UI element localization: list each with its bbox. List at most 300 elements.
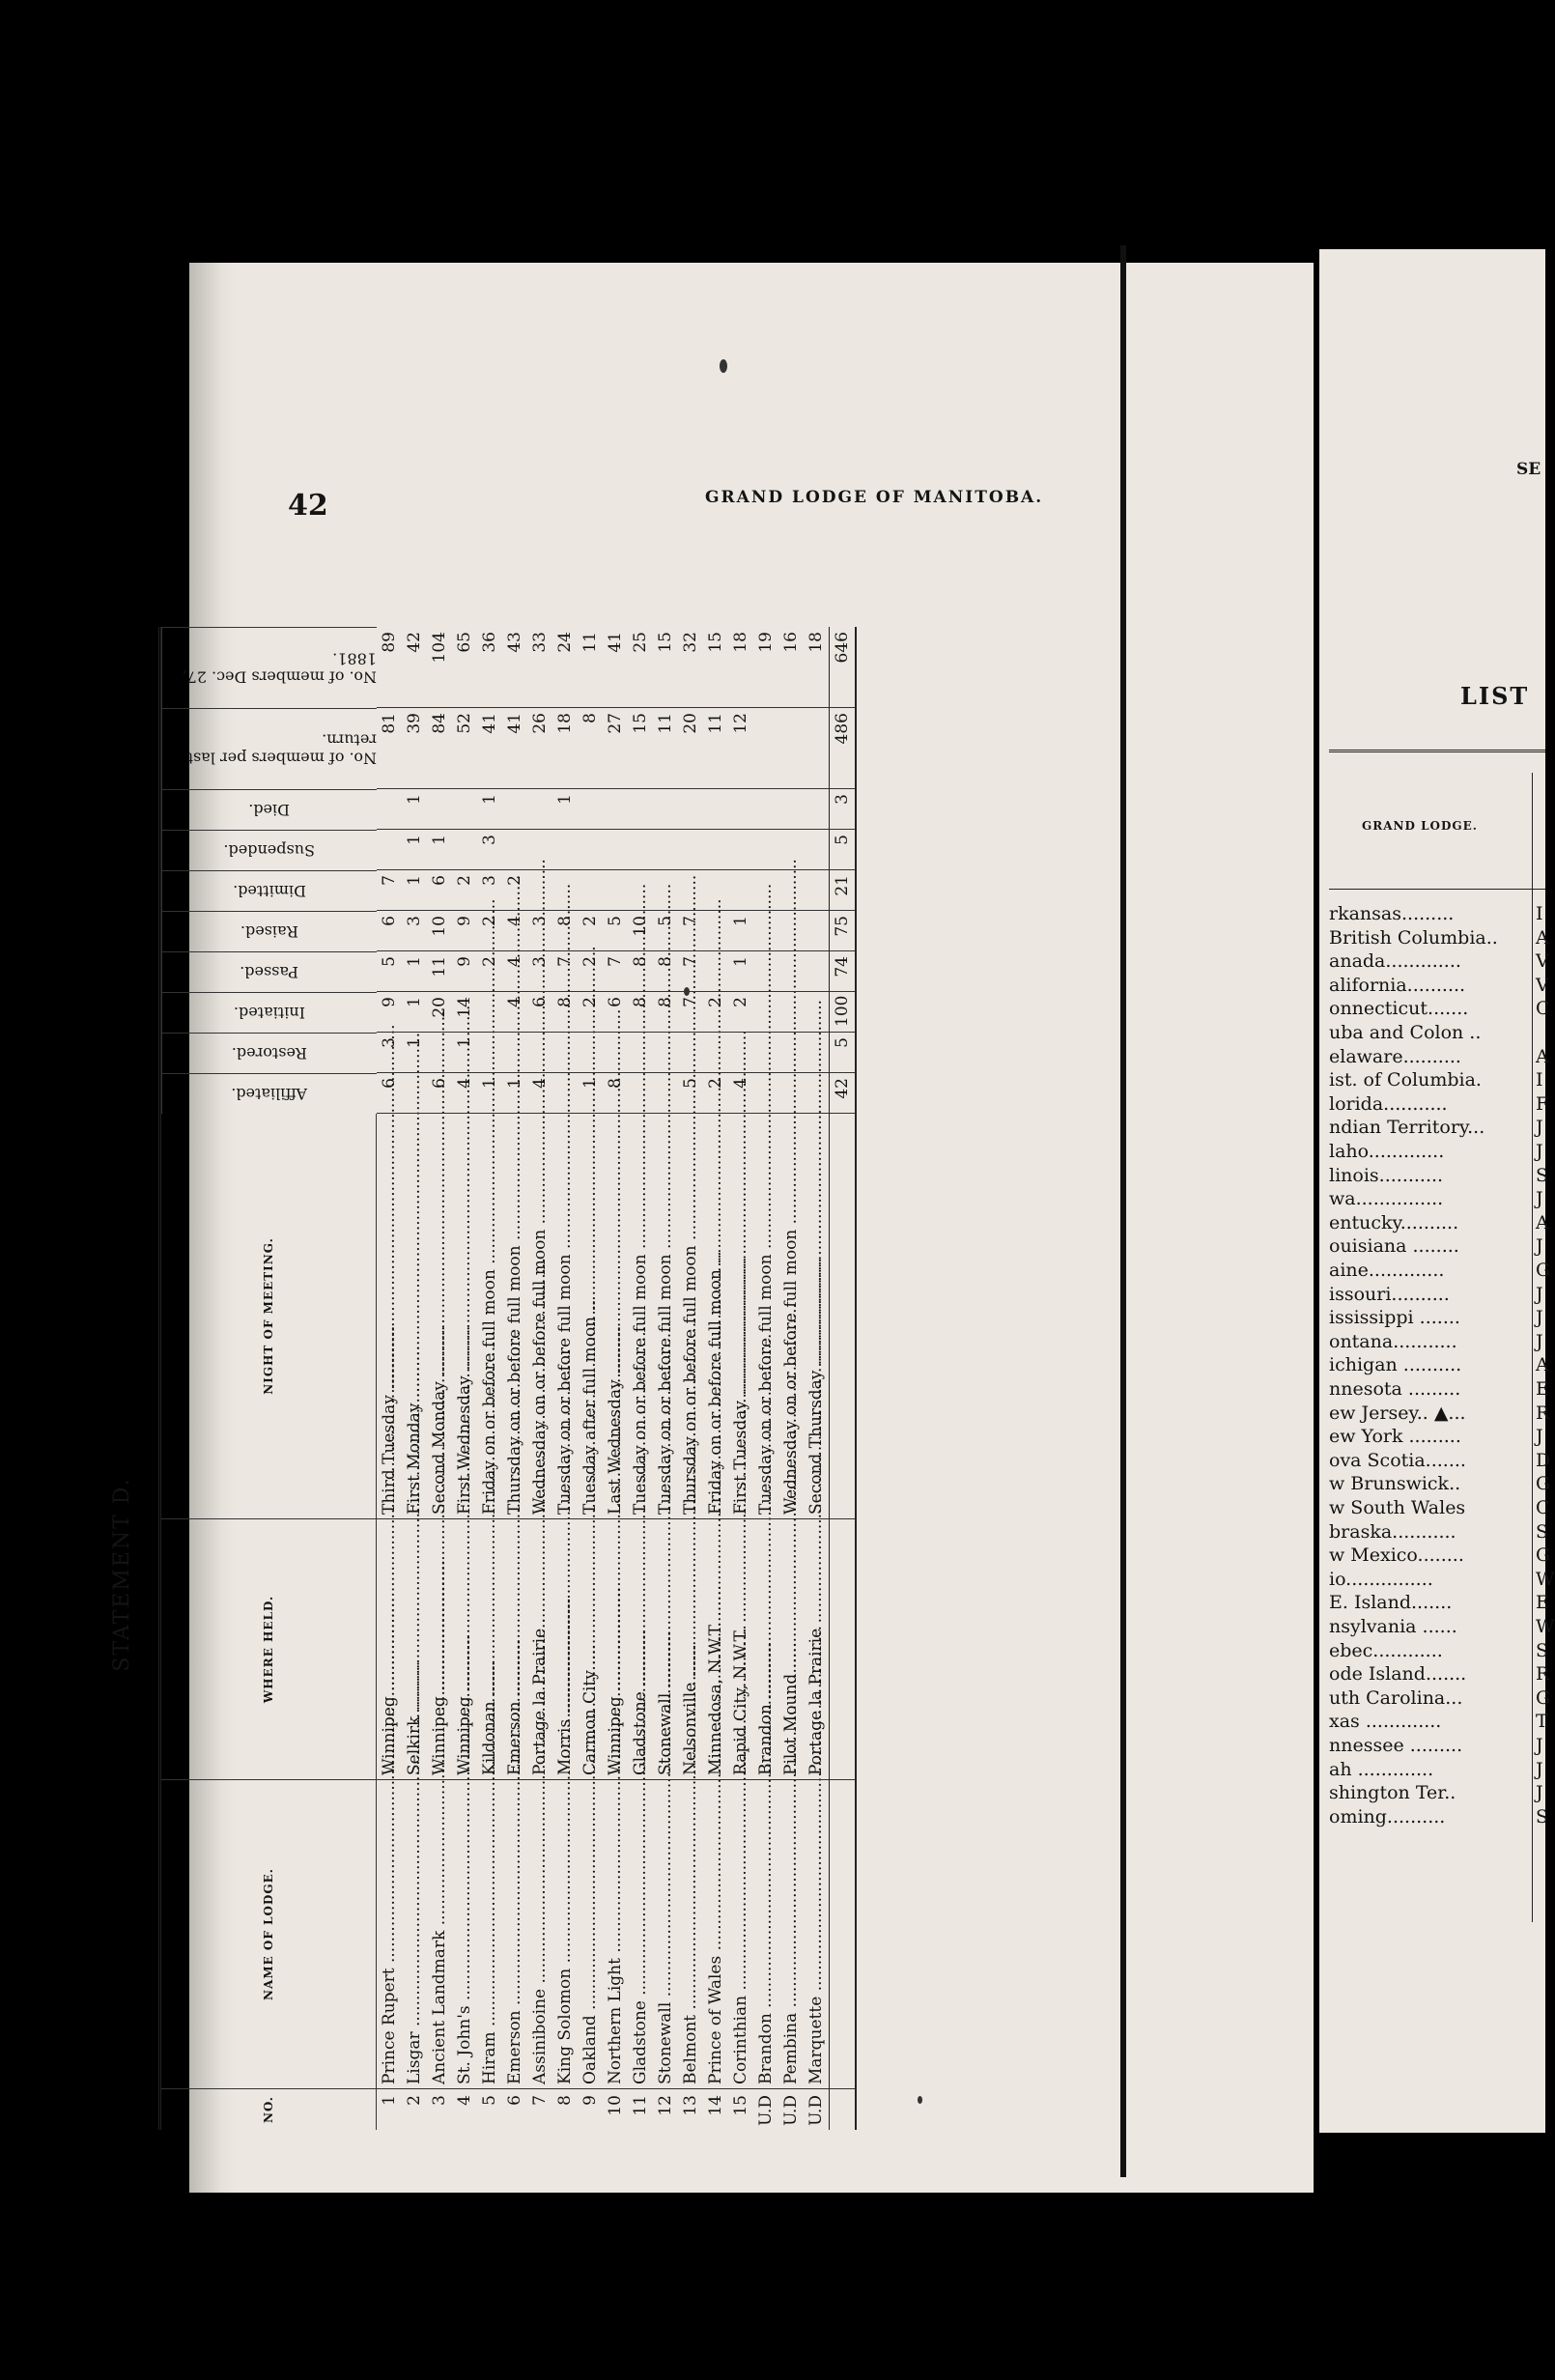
- statement-table: [158, 627, 857, 2130]
- count-dec: 65: [452, 627, 477, 708]
- count-pas: 11: [427, 951, 452, 992]
- meeting-night: Thursday on or before full moon .....: [678, 1114, 703, 1519]
- count-dec: 18: [804, 627, 829, 708]
- count-ini: 1: [402, 992, 427, 1033]
- count-died: [628, 789, 653, 830]
- count-died: [603, 789, 628, 830]
- count-pas: 2: [477, 951, 502, 992]
- count-res: [678, 1033, 703, 1073]
- col-header-affiliated: Affiliated.: [161, 1073, 377, 1114]
- lodge-location: Winnipeg .....: [452, 1519, 477, 1780]
- grand-lodge-name: laho.............: [1329, 1141, 1445, 1162]
- count-aff: [753, 1073, 778, 1114]
- lodge-location: Morris .....: [552, 1519, 578, 1780]
- totals-blank: [829, 1114, 855, 1519]
- grand-lodge-name: w Mexico........: [1329, 1544, 1464, 1567]
- grand-lodge-cut-text: A: [1536, 1211, 1549, 1233]
- print-speck: [684, 987, 690, 996]
- count-rai: 10: [427, 911, 452, 951]
- count-aff: 1: [502, 1073, 527, 1114]
- lodge-name: Lisgar .....: [402, 1780, 427, 2089]
- lodge-location: Portage la Prairie .....: [527, 1519, 552, 1780]
- count-rai: 5: [653, 911, 678, 951]
- count-died: 1: [402, 789, 427, 830]
- grand-lodge-name: w South Wales: [1329, 1497, 1466, 1518]
- count-dec: 15: [653, 627, 678, 708]
- count-pas: 7: [678, 951, 703, 992]
- lodge-location: Winnipeg .....: [603, 1519, 628, 1780]
- count-dim: [653, 870, 678, 911]
- grand-lodge-cut-text: A: [1536, 926, 1549, 949]
- meeting-night: Thursday on or before full moon .....: [502, 1114, 527, 1519]
- lodge-name: Ancient Landmark .....: [427, 1780, 452, 2089]
- count-res: [427, 1033, 452, 1073]
- count-res: [703, 1033, 728, 1073]
- count-sus: [527, 830, 552, 870]
- grand-lodge-cut-text: G: [1536, 1686, 1551, 1709]
- count-rai: 7: [678, 911, 703, 951]
- lodge-number: 5: [480, 2095, 499, 2106]
- count-rai: 10: [628, 911, 653, 951]
- grand-lodge-name: shington Ter..: [1329, 1782, 1456, 1804]
- count-rai: 2: [477, 911, 502, 951]
- total-last: 486: [829, 708, 855, 789]
- grand-lodge-name: uba and Colon ..: [1329, 1022, 1482, 1043]
- count-dec: 18: [728, 627, 753, 708]
- lodge-number: 2: [405, 2095, 424, 2106]
- lodge-name: St. John's .....: [452, 1780, 477, 2089]
- lodge-name: Corinthian .....: [728, 1780, 753, 2089]
- meeting-night: Tuesday on or before full moon .....: [753, 1114, 778, 1519]
- count-pas: [703, 951, 728, 992]
- grand-lodge-cut-text: S: [1536, 1520, 1549, 1543]
- meeting-night: Last Wednesday .....: [603, 1114, 628, 1519]
- col-header-passed: Passed.: [161, 951, 377, 992]
- lodge-name: Oakland .....: [578, 1780, 603, 2089]
- count-aff: 8: [603, 1073, 628, 1114]
- count-dec: 24: [552, 627, 578, 708]
- count-last: 27: [603, 708, 628, 789]
- lodge-location: Brandon .....: [753, 1519, 778, 1780]
- lodge-location: Stonewall .....: [653, 1519, 678, 1780]
- grand-lodge-name: British Columbia..: [1329, 926, 1498, 949]
- col-header-raised: Raised.: [161, 911, 377, 951]
- lodge-name: Emerson .....: [502, 1780, 527, 2089]
- count-sus: [452, 830, 477, 870]
- count-sus: [653, 830, 678, 870]
- lodge-number: 1: [380, 2095, 399, 2106]
- count-dim: [778, 870, 804, 911]
- count-sus: [728, 830, 753, 870]
- total-rai: 75: [829, 911, 855, 951]
- count-died: [753, 789, 778, 830]
- grand-lodge-cut-text: R: [1536, 1402, 1550, 1424]
- count-last: 11: [653, 708, 678, 789]
- grand-lodge-name: w Brunswick..: [1329, 1473, 1461, 1495]
- count-ini: 6: [603, 992, 628, 1033]
- count-aff: 6: [427, 1073, 452, 1114]
- lodge-name: Hiram .....: [477, 1780, 502, 2089]
- meeting-night: Tuesday on or before full moon .....: [653, 1114, 678, 1519]
- grand-lodge-name: oming..........: [1329, 1805, 1446, 1828]
- count-sus: 1: [427, 830, 452, 870]
- count-ini: 2: [728, 992, 753, 1033]
- count-last: 81: [377, 708, 402, 789]
- count-last: 52: [452, 708, 477, 789]
- count-ini: 7: [678, 992, 703, 1033]
- grand-lodge-name: ontana...........: [1329, 1330, 1457, 1352]
- count-sus: [628, 830, 653, 870]
- count-dec: 89: [377, 627, 402, 708]
- count-dim: 3: [477, 870, 502, 911]
- grand-lodge-name: anada.............: [1329, 950, 1461, 973]
- count-res: [552, 1033, 578, 1073]
- count-rai: 5: [603, 911, 628, 951]
- total-ini: 100: [829, 992, 855, 1033]
- count-aff: 1: [477, 1073, 502, 1114]
- grand-lodge-name: ist. of Columbia.: [1329, 1069, 1482, 1091]
- lodge-location: Minnedosa, N.W.T. .....: [703, 1519, 728, 1780]
- grand-lodge-cut-text: J: [1536, 1330, 1543, 1352]
- grand-lodge-name: ode Island.......: [1329, 1663, 1467, 1686]
- count-sus: 3: [477, 830, 502, 870]
- count-died: [678, 789, 703, 830]
- grand-lodge-cut-text: J: [1536, 1735, 1543, 1756]
- count-rai: 2: [578, 911, 603, 951]
- count-sus: [377, 830, 402, 870]
- count-dim: [678, 870, 703, 911]
- count-last: 20: [678, 708, 703, 789]
- count-pas: 1: [728, 951, 753, 992]
- grand-lodge-name: braska...........: [1329, 1520, 1456, 1543]
- count-dec: 104: [427, 627, 452, 708]
- running-title: GRAND LODGE OF MANITOBA.: [705, 488, 1044, 507]
- statement-title: STATEMENT D.: [110, 1477, 134, 1672]
- lodge-number: 15: [731, 2095, 750, 2116]
- count-died: [452, 789, 477, 830]
- count-aff: [552, 1073, 578, 1114]
- count-res: [502, 1033, 527, 1073]
- count-last: 18: [552, 708, 578, 789]
- count-ini: 2: [703, 992, 728, 1033]
- grand-lodge-cut-text: D: [1536, 1449, 1551, 1471]
- count-last: 15: [628, 708, 653, 789]
- lodge-number: 14: [706, 2095, 725, 2116]
- count-ini: [778, 992, 804, 1033]
- grand-lodge-cut-text: S: [1536, 1164, 1549, 1186]
- count-ini: [753, 992, 778, 1033]
- grand-lodge-name: ew York .........: [1329, 1426, 1461, 1448]
- count-dec: 16: [778, 627, 804, 708]
- print-speck: [720, 359, 727, 373]
- total-res: 5: [829, 1033, 855, 1073]
- count-rai: [753, 911, 778, 951]
- grand-lodge-cut-text: W: [1536, 1616, 1555, 1637]
- count-pas: 1: [402, 951, 427, 992]
- count-died: [653, 789, 678, 830]
- lodge-number: 4: [455, 2095, 474, 2106]
- total-died: 3: [829, 789, 855, 830]
- lodge-location: Emerson .....: [502, 1519, 527, 1780]
- count-ini: 4: [502, 992, 527, 1033]
- grand-lodge-name: ndian Territory...: [1329, 1117, 1485, 1139]
- grand-lodge-cut-text: J: [1536, 1426, 1543, 1448]
- meeting-night: First Tuesday .....: [728, 1114, 753, 1519]
- count-dim: [703, 870, 728, 911]
- grand-lodge-name: io...............: [1329, 1568, 1433, 1590]
- lodge-name: Assiniboine .....: [527, 1780, 552, 2089]
- count-res: [728, 1033, 753, 1073]
- count-died: [427, 789, 452, 830]
- meeting-night: Tuesday after full moon .....: [578, 1114, 603, 1519]
- totals-label: [829, 2089, 855, 2130]
- right-page-title: LIST: [1460, 682, 1530, 710]
- count-rai: 1: [728, 911, 753, 951]
- count-rai: 8: [552, 911, 578, 951]
- count-rai: 9: [452, 911, 477, 951]
- count-last: 26: [527, 708, 552, 789]
- count-dec: 15: [703, 627, 728, 708]
- count-ini: 20: [427, 992, 452, 1033]
- count-res: [753, 1033, 778, 1073]
- grand-lodge-name: ouisiana ........: [1329, 1235, 1459, 1258]
- count-rai: [778, 911, 804, 951]
- col-header-restored: Restored.: [161, 1033, 377, 1073]
- lodge-number: 8: [555, 2095, 575, 2106]
- lodge-location: Carmon City .....: [578, 1519, 603, 1780]
- count-ini: 8: [653, 992, 678, 1033]
- count-last: [804, 708, 829, 789]
- lodge-location: Nelsonville .....: [678, 1519, 703, 1780]
- count-dim: 6: [427, 870, 452, 911]
- list-header-rule: [1329, 889, 1545, 890]
- count-aff: 4: [452, 1073, 477, 1114]
- count-dim: [728, 870, 753, 911]
- grand-lodge-name: entucky..........: [1329, 1211, 1459, 1233]
- total-dec: 646: [829, 627, 855, 708]
- count-ini: 14: [452, 992, 477, 1033]
- lodge-name: Gladstone .....: [628, 1780, 653, 2089]
- count-rai: 3: [527, 911, 552, 951]
- count-dec: 36: [477, 627, 502, 708]
- count-res: [804, 1033, 829, 1073]
- col-header-dimitted: Dimitted.: [161, 870, 377, 911]
- lodge-number: 7: [530, 2095, 550, 2106]
- print-speck: [918, 2096, 922, 2104]
- count-dim: [603, 870, 628, 911]
- col-header-name: NAME OF LODGE.: [161, 1780, 377, 2089]
- lodge-number: U.D: [756, 2095, 776, 2126]
- col-header-night: NIGHT OF MEETING.: [161, 1114, 377, 1519]
- col-header-members-last: No. of members per last return.: [161, 708, 377, 789]
- count-aff: [653, 1073, 678, 1114]
- lodge-number: 11: [631, 2095, 650, 2116]
- count-pas: 7: [603, 951, 628, 992]
- grand-lodge-cut-text: E: [1536, 1592, 1549, 1614]
- lodge-name: Northern Light .....: [603, 1780, 628, 2089]
- count-ini: 2: [578, 992, 603, 1033]
- grand-lodge-name: alifornia..........: [1329, 974, 1466, 996]
- grand-lodge-cut-text: I: [1536, 903, 1543, 924]
- count-last: 8: [578, 708, 603, 789]
- grand-lodge-name: issouri..........: [1329, 1283, 1450, 1305]
- count-dim: [527, 870, 552, 911]
- meeting-night: Tuesday on or before full moon .....: [552, 1114, 578, 1519]
- lodge-name: Brandon .....: [753, 1780, 778, 2089]
- count-dec: 19: [753, 627, 778, 708]
- count-sus: [603, 830, 628, 870]
- count-pas: 2: [578, 951, 603, 992]
- grand-lodge-name: ova Scotia.......: [1329, 1449, 1466, 1471]
- col-header-where: WHERE HELD.: [161, 1519, 377, 1780]
- count-aff: 1: [578, 1073, 603, 1114]
- meeting-night: Tuesday on or before full moon .....: [628, 1114, 653, 1519]
- right-page-header-fragment: SE: [1516, 460, 1541, 479]
- count-died: [778, 789, 804, 830]
- grand-lodge-cut-text: C: [1536, 1497, 1550, 1518]
- count-rai: [703, 911, 728, 951]
- grand-lodge-name: nsylvania ......: [1329, 1616, 1457, 1637]
- count-dim: 2: [452, 870, 477, 911]
- count-pas: 7: [552, 951, 578, 992]
- grand-lodge-name: onnecticut.......: [1329, 998, 1469, 1020]
- count-pas: 9: [452, 951, 477, 992]
- count-ini: 9: [377, 992, 402, 1033]
- count-last: 39: [402, 708, 427, 789]
- count-rai: 4: [502, 911, 527, 951]
- grand-lodge-cut-text: F: [1536, 1092, 1549, 1115]
- list-top-rule: [1329, 750, 1545, 752]
- count-sus: [753, 830, 778, 870]
- lodge-name: Marquette .....: [804, 1780, 829, 2089]
- lodge-location: Rapid City, N.W.T. .....: [728, 1519, 753, 1780]
- grand-lodge-cut-text: I: [1536, 1069, 1543, 1091]
- count-pas: 5: [377, 951, 402, 992]
- grand-lodge-cut-text: J: [1536, 1782, 1543, 1804]
- meeting-night: First Monday .....: [402, 1114, 427, 1519]
- grand-lodge-cut-text: J: [1536, 1283, 1543, 1305]
- lodge-number: 13: [681, 2095, 700, 2116]
- grand-lodge-cut-text: V: [1536, 950, 1549, 973]
- count-rai: [804, 911, 829, 951]
- grand-lodge-cut-text: J: [1536, 1307, 1543, 1329]
- grand-lodge-cut-text: G: [1536, 1260, 1551, 1281]
- count-rai: 3: [402, 911, 427, 951]
- grand-lodge-name: uth Carolina...: [1329, 1686, 1463, 1709]
- count-rai: 6: [377, 911, 402, 951]
- count-dim: 1: [402, 870, 427, 911]
- count-last: 11: [703, 708, 728, 789]
- meeting-night: First Wednesday .....: [452, 1114, 477, 1519]
- count-aff: 2: [703, 1073, 728, 1114]
- grand-lodge-name: ebec............: [1329, 1639, 1443, 1661]
- lodge-location: Winnipeg .....: [427, 1519, 452, 1780]
- count-dec: 41: [603, 627, 628, 708]
- count-last: 12: [728, 708, 753, 789]
- grand-lodge-name: ew Jersey.. ▲...: [1329, 1402, 1466, 1424]
- count-pas: [804, 951, 829, 992]
- grand-lodge-name: nnessee .........: [1329, 1735, 1463, 1756]
- count-ini: [477, 992, 502, 1033]
- col-header-members-dec: No. of members Dec. 27, 1881.: [161, 627, 377, 708]
- grand-lodge-name: elaware..........: [1329, 1045, 1461, 1067]
- count-aff: [628, 1073, 653, 1114]
- count-dec: 33: [527, 627, 552, 708]
- count-aff: [778, 1073, 804, 1114]
- totals-blank: [829, 1519, 855, 1780]
- count-died: [377, 789, 402, 830]
- count-res: [653, 1033, 678, 1073]
- count-aff: 4: [728, 1073, 753, 1114]
- count-ini: [804, 992, 829, 1033]
- col-header-no: NO.: [161, 2089, 377, 2130]
- grand-lodge-cut-text: C: [1536, 998, 1550, 1020]
- count-dim: 2: [502, 870, 527, 911]
- count-dim: [628, 870, 653, 911]
- grand-lodge-name: aine.............: [1329, 1260, 1445, 1281]
- total-sus: 5: [829, 830, 855, 870]
- count-sus: [502, 830, 527, 870]
- count-pas: [778, 951, 804, 992]
- page-gutter: [1120, 245, 1126, 2177]
- count-dim: [753, 870, 778, 911]
- lodge-number: 9: [580, 2095, 600, 2106]
- grand-lodge-cut-text: A: [1536, 1045, 1549, 1067]
- lodge-location: Kildonan .....: [477, 1519, 502, 1780]
- lodge-location: Pilot Mound .....: [778, 1519, 804, 1780]
- grand-lodge-name: rkansas.........: [1329, 903, 1455, 924]
- meeting-night: Third Tuesday .....: [377, 1114, 402, 1519]
- col-header-suspended: Suspended.: [161, 830, 377, 870]
- count-died: [703, 789, 728, 830]
- lodge-name: Prince Rupert .....: [377, 1780, 402, 2089]
- totals-blank: [829, 1780, 855, 2089]
- count-sus: 1: [402, 830, 427, 870]
- lodge-number: 10: [606, 2095, 625, 2116]
- count-ini: 8: [552, 992, 578, 1033]
- count-pas: 8: [653, 951, 678, 992]
- count-last: 41: [477, 708, 502, 789]
- lodge-name: Prince of Wales .....: [703, 1780, 728, 2089]
- count-res: [477, 1033, 502, 1073]
- count-sus: [578, 830, 603, 870]
- grand-lodge-cut-text: T: [1536, 1711, 1548, 1733]
- count-aff: 6: [377, 1073, 402, 1114]
- count-dim: [552, 870, 578, 911]
- count-res: 1: [452, 1033, 477, 1073]
- count-dec: 32: [678, 627, 703, 708]
- count-died: [578, 789, 603, 830]
- grand-lodge-cut-text: J: [1536, 1188, 1543, 1210]
- count-dim: 7: [377, 870, 402, 911]
- count-res: [778, 1033, 804, 1073]
- grand-lodge-cut-text: E: [1536, 1378, 1549, 1400]
- count-last: [753, 708, 778, 789]
- count-aff: [402, 1073, 427, 1114]
- count-sus: [552, 830, 578, 870]
- lodge-location: Winnipeg .....: [377, 1519, 402, 1780]
- count-ini: 8: [628, 992, 653, 1033]
- count-last: 41: [502, 708, 527, 789]
- count-dec: 25: [628, 627, 653, 708]
- grand-lodge-name: xas .............: [1329, 1711, 1442, 1733]
- grand-lodge-cut-text: [1536, 1021, 1549, 1044]
- meeting-night: Friday on or before full moon .....: [477, 1114, 502, 1519]
- grand-lodge-cut-text: J: [1536, 1758, 1543, 1780]
- list-column-header: GRAND LODGE.: [1362, 819, 1478, 833]
- lodge-location: Gladstone .....: [628, 1519, 653, 1780]
- grand-lodge-name: linois...........: [1329, 1164, 1444, 1186]
